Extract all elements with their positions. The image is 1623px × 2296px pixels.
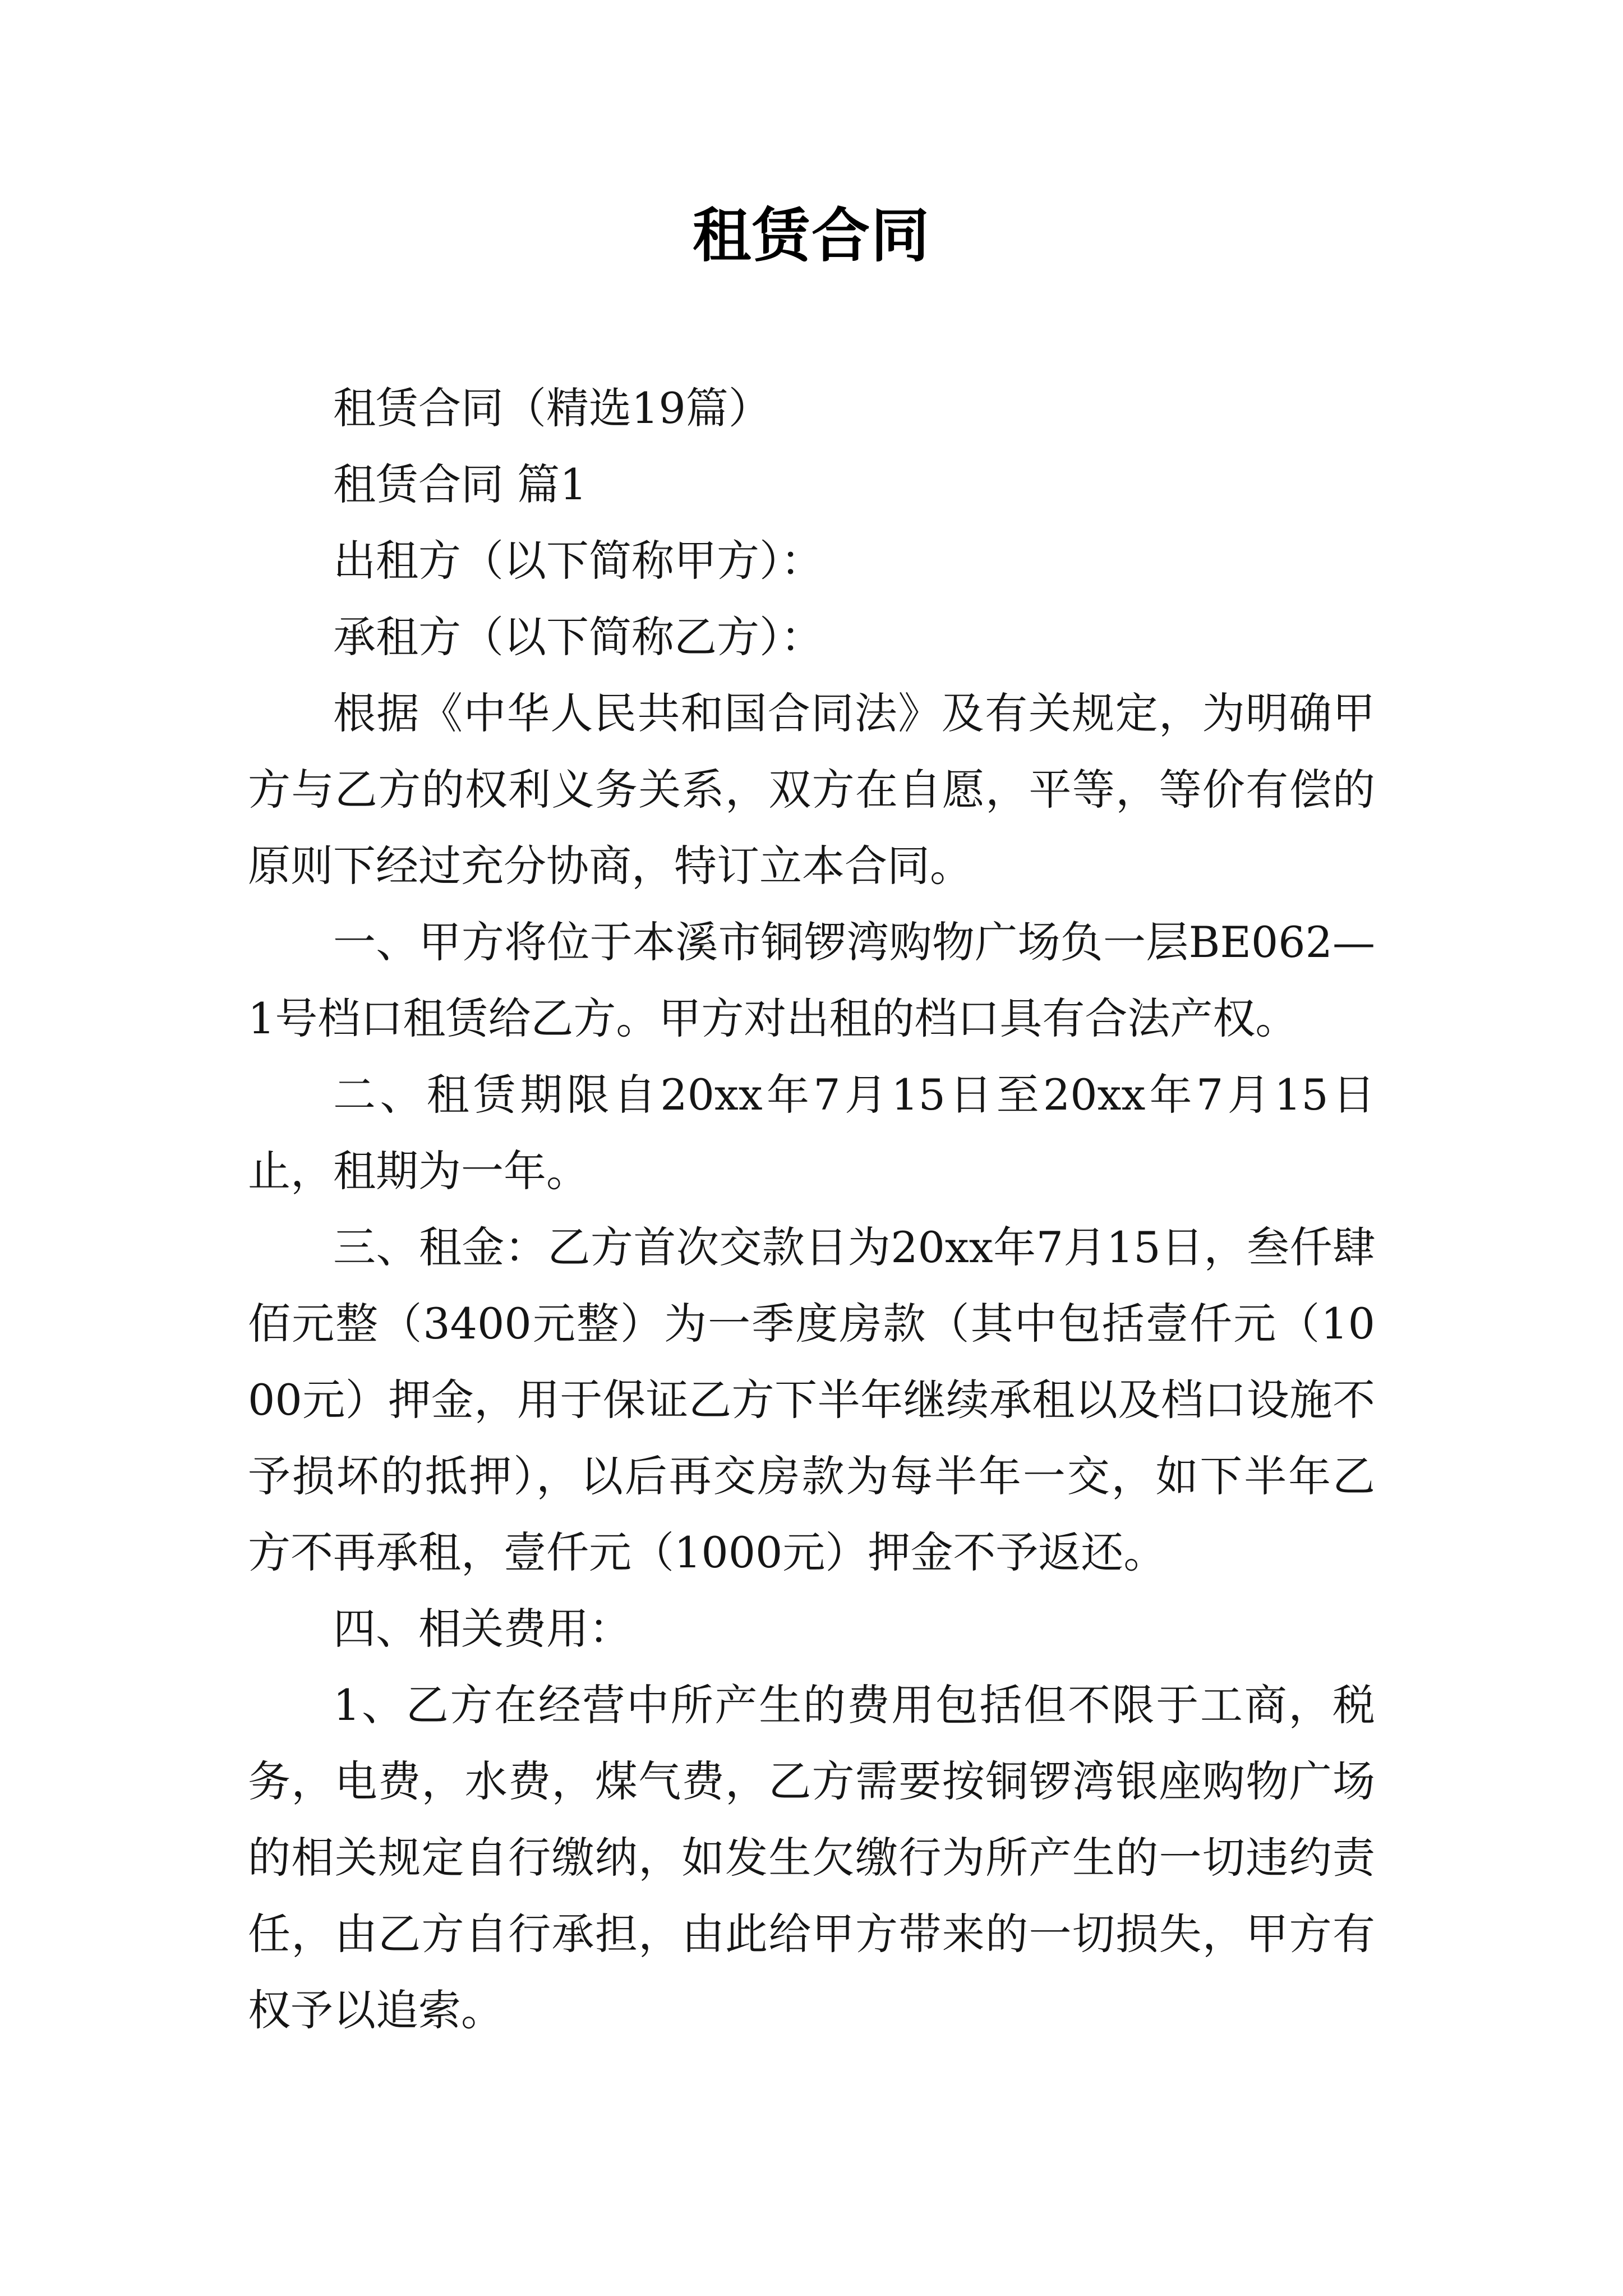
clause-4-heading: 四、相关费用：	[333, 1604, 631, 1654]
clause-2-paragraph: 二、租赁期限自20xx年7月15日至20xx年7月15日止，租期为一年。	[248, 1070, 1375, 1196]
section-heading: 租赁合同 篇1	[333, 459, 587, 509]
document-body	[248, 370, 1375, 2049]
lessee-line: 承租方（以下简称乙方）：	[333, 612, 823, 662]
clause-4-item-1-paragraph: 1、乙方在经营中所产生的费用包括但不限于工商，税务，电费，水费，煤气费，乙方需要按铜锣湾银座购物广场的相关规定自行缴纳，如发生欠缴行为所产生的一切违约责任，由乙方自行承担，由此给甲方带来的一切损失，甲方有权予以追索。	[248, 1680, 1375, 2035]
subtitle-line: 租赁合同（精选19篇）	[333, 383, 771, 433]
lessor-line: 出租方（以下简称甲方）：	[333, 536, 823, 586]
clause-3-paragraph: 三、租金：乙方首次交款日为20xx年7月15日，叁仟肆佰元整（3400元整）为一季度房款（其中包括壹仟元（1000元）押金，用于保证乙方下半年继续承租以及档口设施不予损坏的抵押），以后再交房款为每半年一交，如下半年乙方不再承租，壹仟元（1000元）押金不予返还。	[248, 1222, 1375, 1577]
clause-1-paragraph: 一、甲方将位于本溪市铜锣湾购物广场负一层BE062—1号档口租赁给乙方。甲方对出租的档口具有合法产权。	[248, 917, 1375, 1043]
preamble-paragraph: 根据《中华人民共和国合同法》及有关规定，为明确甲方与乙方的权利义务关系，双方在自愿，平等，等价有偿的原则下经过充分协商，特订立本合同。	[248, 688, 1375, 891]
document-title: 租赁合同	[692, 201, 930, 270]
